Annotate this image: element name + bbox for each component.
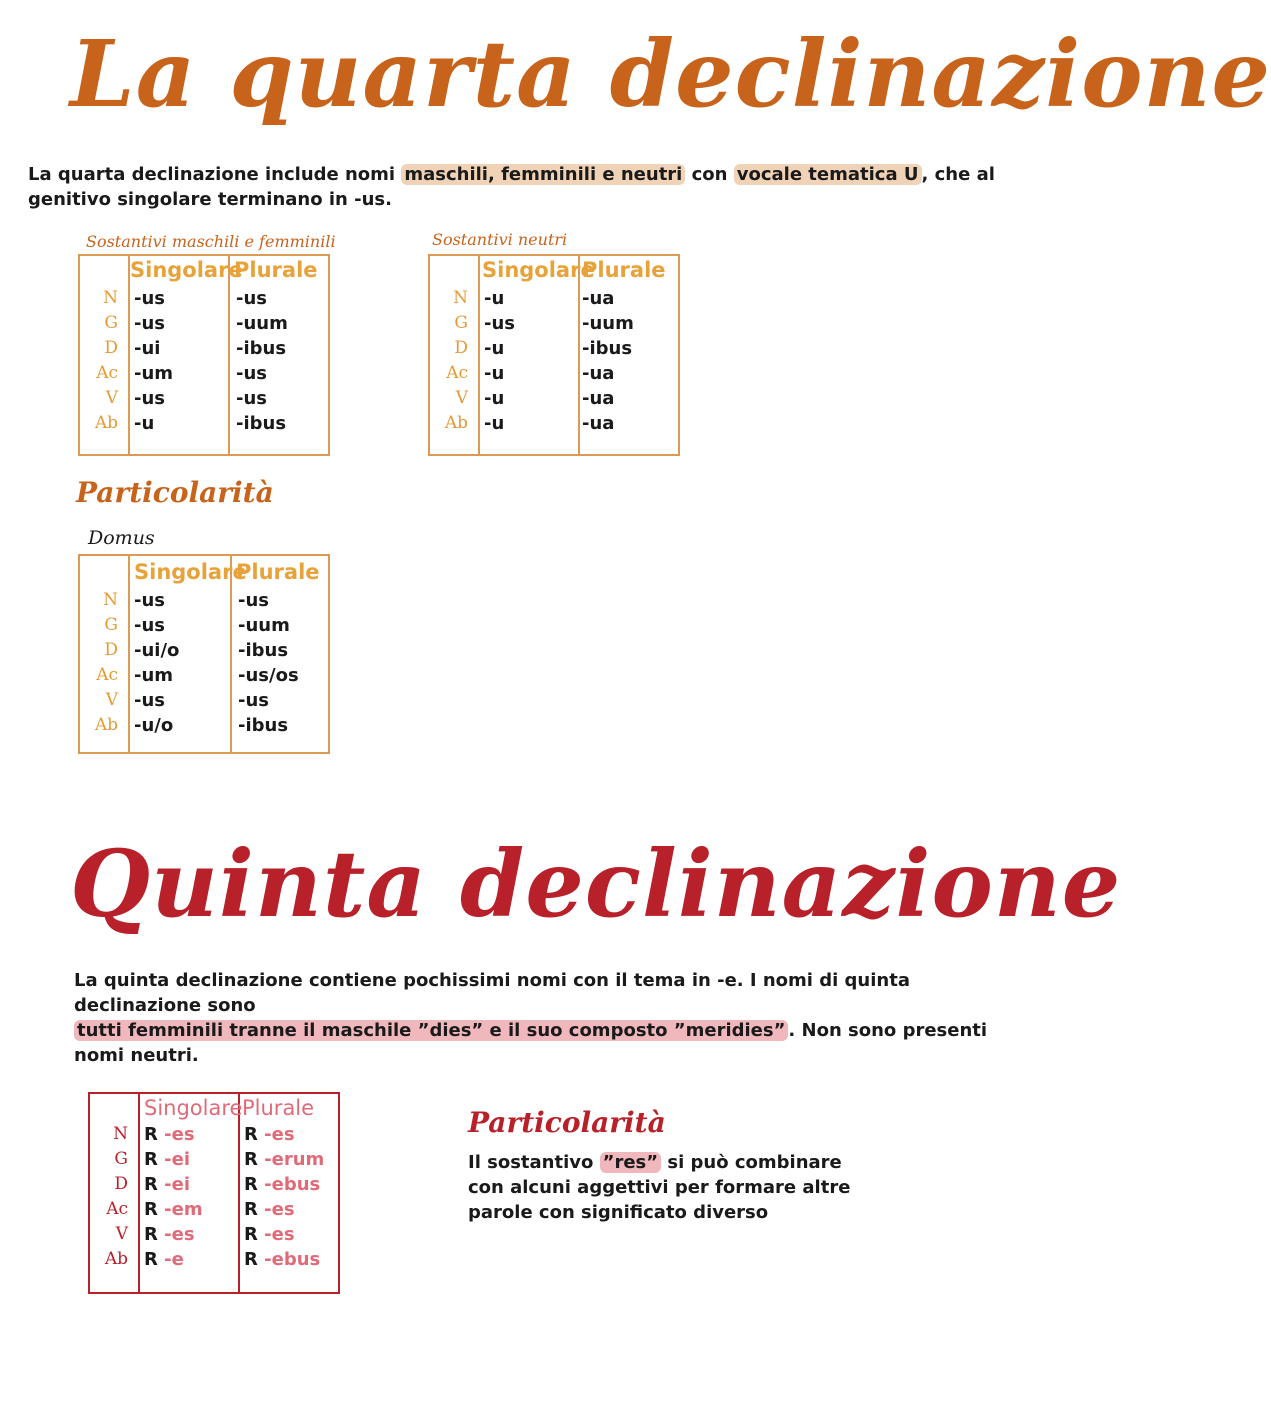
ending-text: -es [164,1224,195,1245]
ending-cell: -us/os [238,665,299,686]
ending-cell [144,1247,203,1272]
declension-table-domus [78,554,330,754]
root-letter: R [244,1199,258,1220]
intro-text: , che al genitivo singolare terminano in -us. [28,164,995,210]
singular-endings [144,1122,203,1272]
case-label: N [103,288,118,308]
table-caption-neutri: Sostantivi neutri [432,230,568,249]
declension-table-quinta [88,1092,340,1294]
plural-endings [582,286,634,436]
ending-cell: -u [134,413,155,434]
highlight-vowel: vocale tematica U [734,164,922,185]
root-letter: R [144,1174,158,1195]
case-label: Ab [104,1249,128,1269]
ending-cell [144,1122,203,1147]
ending-text: -ebus [264,1249,321,1270]
ending-cell: -ua [582,288,615,309]
ending-cell: -us [134,590,165,611]
plural-endings [244,1122,324,1272]
header-plurale: Plurale [236,560,320,584]
intro-text: La quinta declinazione contiene pochissimi nomi con il tema in -e. I nomi di quinta declinazione sono [74,970,910,1016]
ending-cell [244,1222,324,1247]
ending-cell: -uum [582,313,634,334]
ending-cell: -ibus [582,338,633,359]
root-letter: R [244,1149,258,1170]
case-label: D [114,1174,128,1194]
highlight-gender: maschili, femminili e neutri [401,164,685,185]
quarta-intro [28,162,1028,212]
ending-cell: -u [484,288,505,309]
ending-text: -erum [264,1149,325,1170]
case-label: Ab [94,715,118,735]
root-letter: R [244,1249,258,1270]
case-label: Ac [446,363,468,383]
ending-text: -ei [164,1174,191,1195]
root-letter: R [144,1149,158,1170]
ending-text: -ei [164,1149,191,1170]
ending-cell [244,1172,324,1197]
res-note [468,1150,868,1225]
ending-cell: -ua [582,363,615,384]
ending-cell: -us [134,388,165,409]
ending-cell: -um [134,363,174,384]
case-label: G [104,313,118,333]
singular-endings [134,286,173,436]
case-label: G [114,1149,128,1169]
ending-cell [144,1197,203,1222]
header-singolare: Singolare [482,258,595,282]
plural-endings [238,588,299,738]
header-singolare: Singolare [134,560,247,584]
ending-cell: -ibus [236,413,287,434]
ending-cell: -uum [238,615,290,636]
ending-cell: -us [236,363,267,384]
root-letter: R [244,1224,258,1245]
root-letter: R [144,1224,158,1245]
case-labels [84,588,118,738]
header-plurale: Plurale [234,258,318,282]
ending-cell: -u [484,363,505,384]
ending-cell: -ibus [236,338,287,359]
ending-cell: -uum [236,313,288,334]
ending-text: -es [264,1224,295,1245]
singular-endings [484,286,515,436]
ending-cell: -us [134,615,165,636]
intro-text: La quarta declinazione include nomi [28,164,402,185]
ending-cell [144,1222,203,1247]
case-label: N [113,1124,128,1144]
ending-cell: -us [484,313,515,334]
ending-cell: -us [236,288,267,309]
ending-cell: -ibus [238,640,289,661]
ending-cell [244,1247,324,1272]
singular-endings [134,588,179,738]
ending-cell [144,1172,203,1197]
ending-text: -es [264,1124,295,1145]
ending-cell [144,1147,203,1172]
case-label: Ac [96,363,118,383]
ending-cell: -ua [582,413,615,434]
case-label: N [103,590,118,610]
ending-cell: -us [238,590,269,611]
case-label: Ab [94,413,118,433]
ending-cell: -us [238,690,269,711]
note-text: Il sostantivo [468,1152,600,1173]
header-plurale: Plurale [242,1096,315,1120]
ending-cell: -u [484,338,505,359]
domus-caption: Domus [88,527,155,549]
ending-cell [244,1197,324,1222]
ending-text: -ebus [264,1174,321,1195]
intro-text: . Non sono presenti nomi neutri. [74,1020,988,1066]
particolarita-heading-quarta: Particolarità [76,476,274,509]
ending-cell: -u [484,388,505,409]
ending-cell [244,1147,324,1172]
ending-text: -em [164,1199,203,1220]
root-letter: R [244,1174,258,1195]
root-letter: R [144,1249,158,1270]
quinta-intro [74,968,1034,1068]
case-label: Ac [106,1199,128,1219]
note-text: si può combinare con alcuni aggettivi per formare altre parole con significato diverso [468,1152,851,1223]
particolarita-heading-quinta: Particolarità [468,1106,666,1139]
case-label: G [104,615,118,635]
case-label: G [454,313,468,333]
root-letter: R [144,1199,158,1220]
case-label: D [454,338,468,358]
ending-cell: -ui/o [134,640,180,661]
ending-cell: -us [134,690,165,711]
ending-cell: -ua [582,388,615,409]
case-label: D [104,338,118,358]
ending-cell [244,1122,324,1147]
ending-text: -e [164,1249,184,1270]
case-label: V [105,690,118,710]
ending-cell: -u [484,413,505,434]
case-label: V [115,1224,128,1244]
declension-table-masc-fem [78,254,330,456]
ending-cell: -us [134,288,165,309]
highlight-femminili: tutti femminili tranne il maschile ”dies” e il suo composto ”meridies” [74,1020,788,1041]
case-labels [94,1122,128,1272]
root-letter: R [144,1124,158,1145]
header-singolare: Singolare [130,258,243,282]
root-letter: R [244,1124,258,1145]
highlight-res: ”res” [600,1152,661,1173]
case-label: Ac [96,665,118,685]
case-labels [434,286,468,436]
ending-cell: -ibus [238,715,289,736]
case-labels [84,286,118,436]
case-label: V [455,388,468,408]
table-caption-masc-fem: Sostantivi maschili e femminili [86,232,336,251]
header-singolare: Singolare [144,1096,243,1120]
page-title-quinta: Quinta declinazione [70,830,1122,938]
ending-cell: -us [236,388,267,409]
header-plurale: Plurale [582,258,666,282]
ending-cell: -u/o [134,715,174,736]
declension-table-neutri [428,254,680,456]
ending-text: -es [264,1199,295,1220]
plural-endings [236,286,288,436]
ending-text: -es [164,1124,195,1145]
ending-cell: -um [134,665,174,686]
page-title-quarta: La quarta declinazione [70,20,1271,128]
case-label: Ab [444,413,468,433]
case-label: N [453,288,468,308]
case-label: D [104,640,118,660]
case-label: V [105,388,118,408]
intro-text: con [685,164,734,185]
ending-cell: -ui [134,338,161,359]
ending-cell: -us [134,313,165,334]
